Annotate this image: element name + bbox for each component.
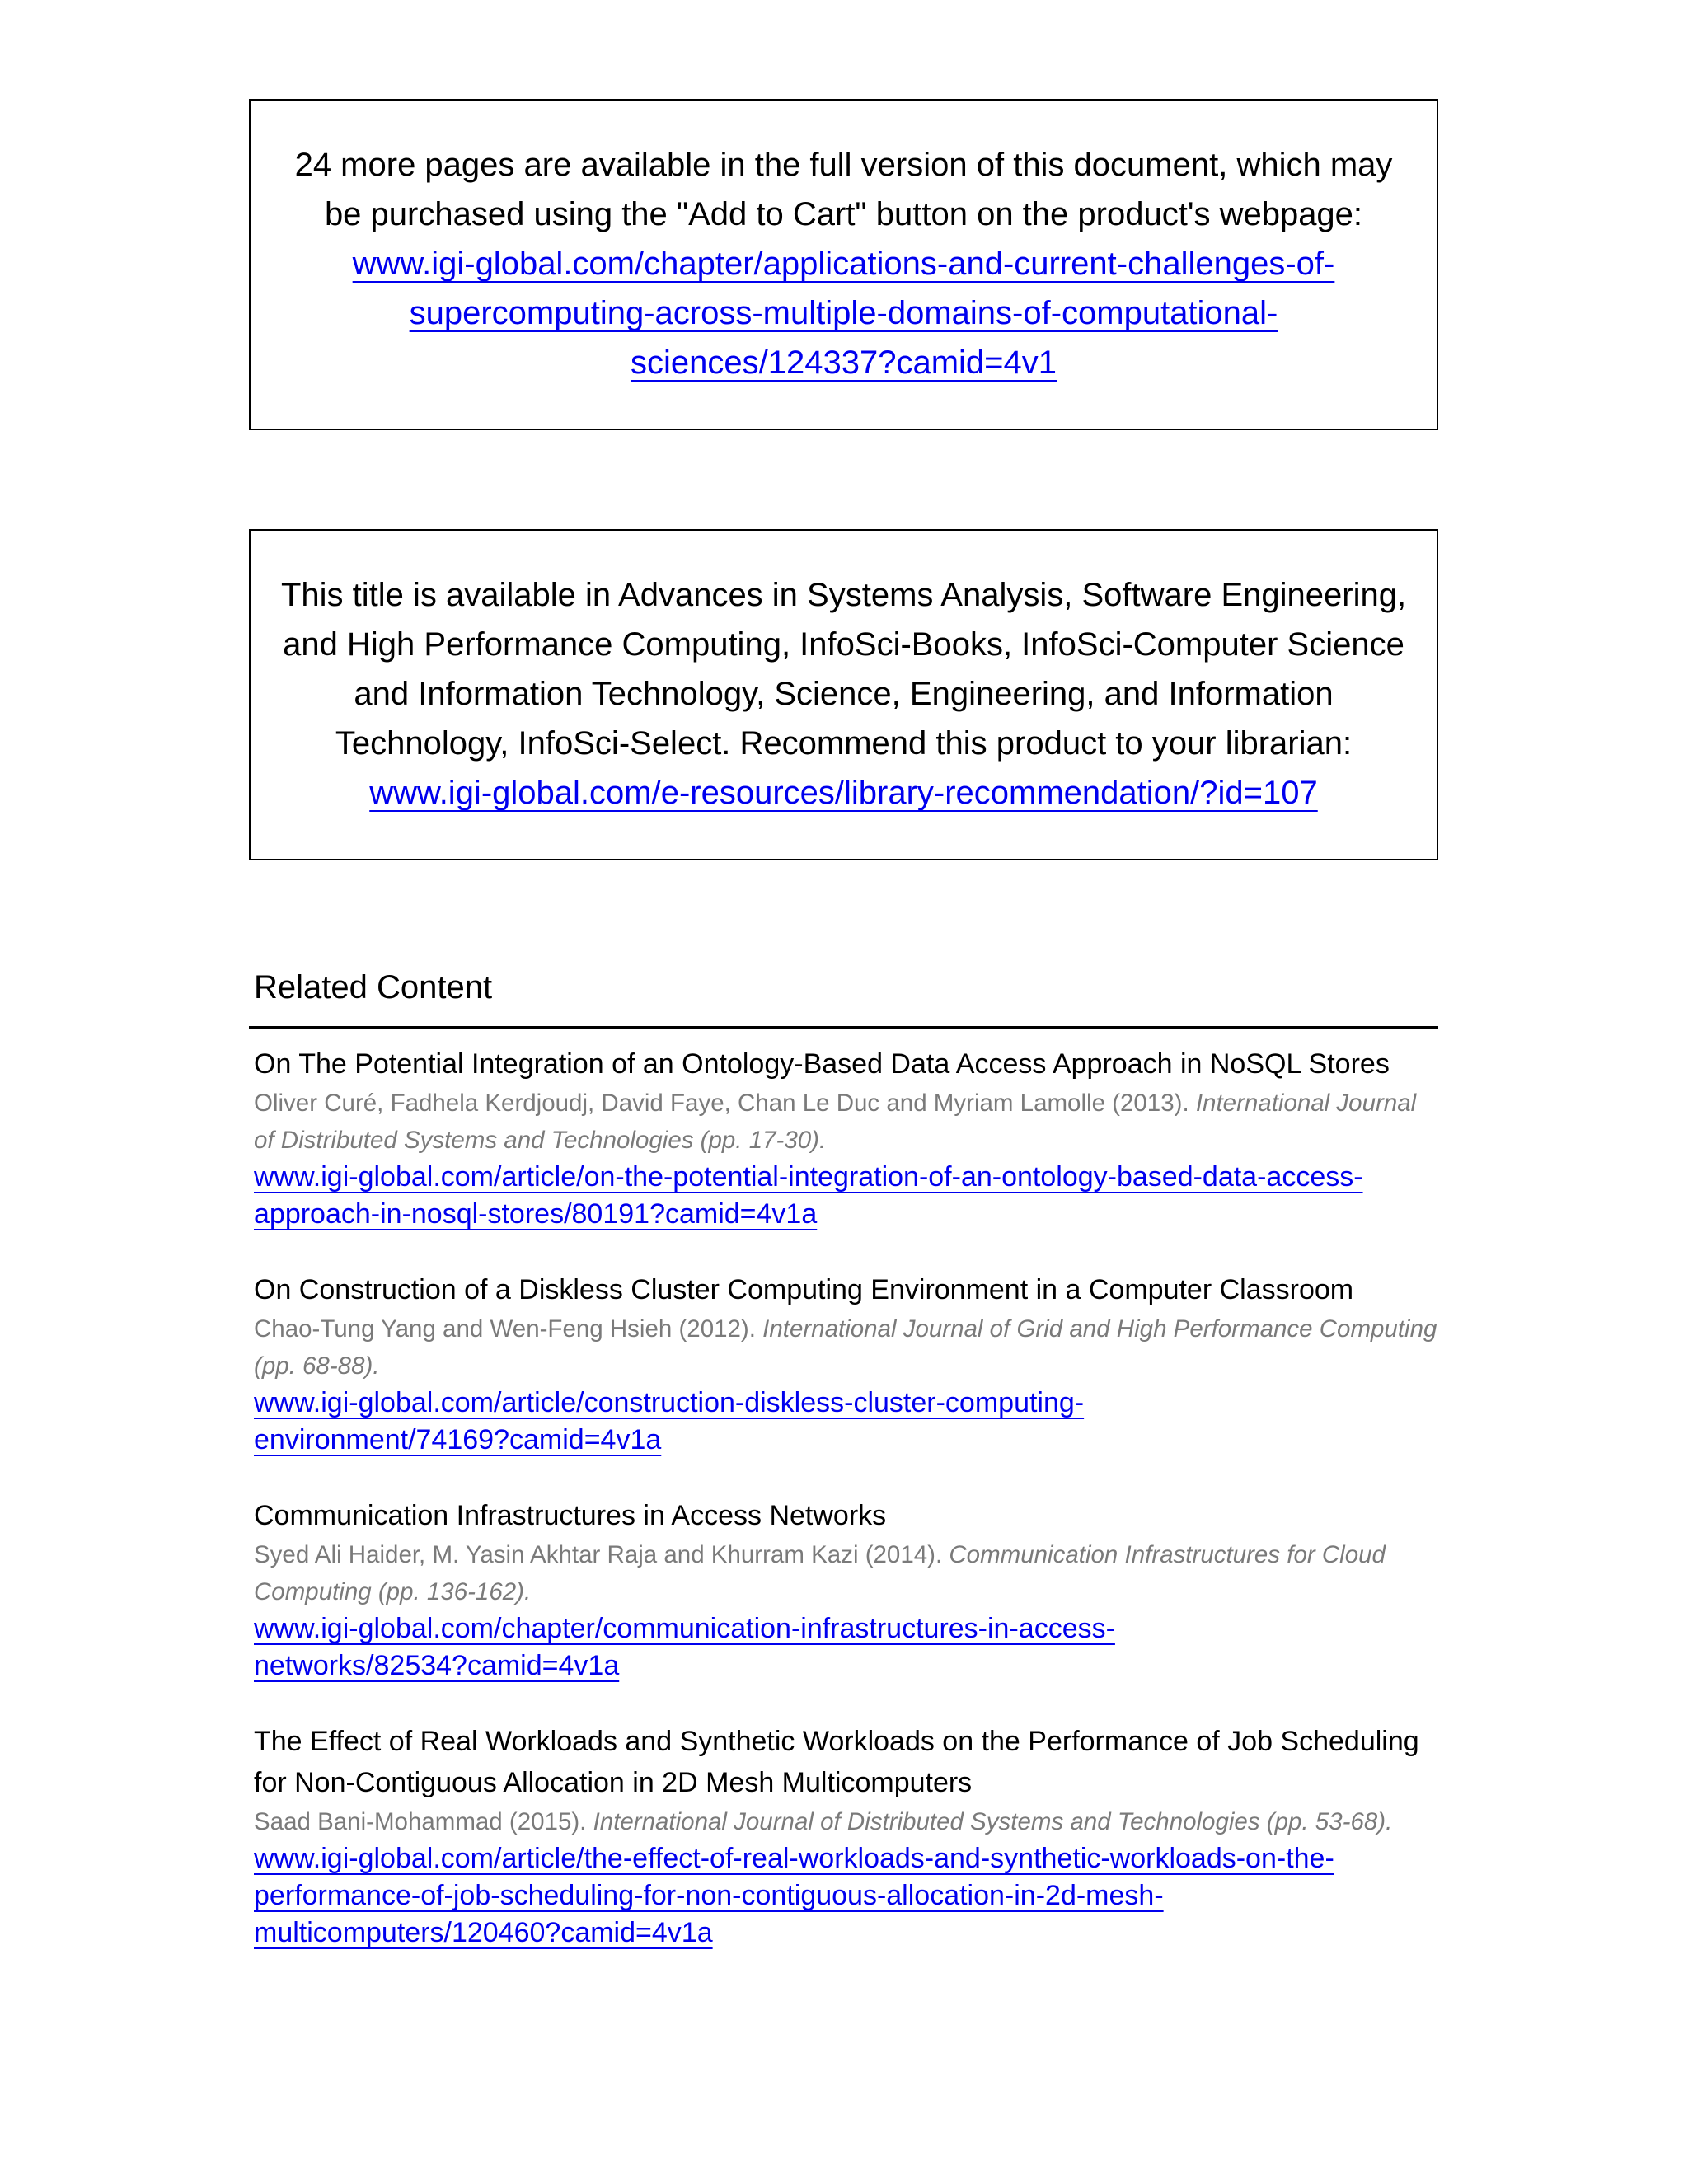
related-item-journal: International Journal of Grid and High Performance Computing (pp. 68-88). bbox=[254, 1315, 1437, 1380]
related-item-authors: Syed Ali Haider, M. Yasin Akhtar Raja and Khurram Kazi (2014). bbox=[254, 1541, 943, 1568]
related-item bbox=[254, 1043, 1441, 1233]
related-item-link-line: networks/82534?camid=4v1a bbox=[254, 1650, 620, 1681]
chapter-purchase-link-line: www.igi-global.com/chapter/applications-and-current-challenges-of- bbox=[352, 246, 1335, 282]
related-item-link-wrapper bbox=[254, 1385, 1441, 1459]
related-item-link[interactable] bbox=[254, 1159, 1441, 1233]
related-item-title: The Effect of Real Workloads and Synthetic Workloads on the Performance of Job Scheduling for Non-Contiguous Allocation in 2D Mesh Multicomputers bbox=[254, 1726, 1419, 1798]
related-item-link-line: multicomputers/120460?camid=4v1a bbox=[254, 1917, 713, 1948]
related-item-link-line: www.igi-global.com/chapter/communication-infrastructures-in-access- bbox=[254, 1613, 1115, 1644]
related-item-journal: International Journal of Distributed Systems and Technologies (pp. 17-30). bbox=[254, 1090, 1417, 1154]
related-item-link-line: www.igi-global.com/article/construction-diskless-cluster-computing- bbox=[254, 1387, 1085, 1418]
related-item-citation bbox=[254, 1085, 1441, 1159]
chapter-purchase-link-line: sciences/124337?camid=4v1 bbox=[630, 344, 1057, 381]
related-item-link-line: approach-in-nosql-stores/80191?camid=4v1a bbox=[254, 1198, 818, 1230]
related-item bbox=[254, 1495, 1441, 1685]
related-item-title: On The Potential Integration of an Ontology-Based Data Access Approach in NoSQL Stores bbox=[254, 1048, 1390, 1080]
related-item-citation bbox=[254, 1803, 1441, 1840]
related-item-journal: International Journal of Distributed Systems and Technologies (pp. 53-68). bbox=[593, 1808, 1393, 1835]
related-item-link-wrapper bbox=[254, 1159, 1441, 1233]
related-item-link-line: environment/74169?camid=4v1a bbox=[254, 1424, 662, 1455]
related-item-link[interactable] bbox=[254, 1840, 1441, 1952]
availability-notice-box bbox=[249, 529, 1438, 860]
related-item bbox=[254, 1721, 1441, 1952]
related-item-authors: Saad Bani-Mohammad (2015). bbox=[254, 1808, 587, 1835]
related-item-link-line: www.igi-global.com/article/on-the-potential-integration-of-an-ontology-based-data-access- bbox=[254, 1161, 1363, 1193]
chapter-purchase-link[interactable] bbox=[275, 239, 1412, 387]
related-item-title: Communication Infrastructures in Access Networks bbox=[254, 1500, 887, 1531]
library-recommendation-link[interactable]: www.igi-global.com/e-resources/library-recommendation/?id=107 bbox=[369, 775, 1318, 811]
related-item-citation bbox=[254, 1536, 1441, 1610]
related-item-link-wrapper bbox=[254, 1610, 1441, 1685]
related-item-authors: Chao-Tung Yang and Wen-Feng Hsieh (2012). bbox=[254, 1315, 756, 1343]
related-item-link-line: www.igi-global.com/article/the-effect-of-real-workloads-and-synthetic-workloads-on-the- bbox=[254, 1843, 1334, 1874]
related-item-title: On Construction of a Diskless Cluster Computing Environment in a Computer Classroom bbox=[254, 1274, 1354, 1305]
related-item-link-wrapper bbox=[254, 1840, 1441, 1952]
related-item-journal: Communication Infrastructures for Cloud Computing (pp. 136-162). bbox=[254, 1541, 1386, 1605]
purchase-notice-text: 24 more pages are available in the full version of this document, which may be purchased using the "Add to Cart" button on the product's webpage: bbox=[294, 147, 1393, 232]
related-content-heading: Related Content bbox=[254, 969, 493, 1005]
related-item-authors: Oliver Curé, Fadhela Kerdjoudj, David Faye, Chan Le Duc and Myriam Lamolle (2013). bbox=[254, 1090, 1189, 1117]
related-content-divider bbox=[249, 1026, 1438, 1029]
availability-notice-text: This title is available in Advances in Systems Analysis, Software Engineering, and High Performance Computing, InfoSci-Books, InfoSci-Computer Science and Information Technology, Science, Engineering, and Information Technology, InfoSci-Select. Recommend this product to your librarian: bbox=[280, 577, 1407, 762]
related-item-citation bbox=[254, 1310, 1441, 1385]
related-item bbox=[254, 1269, 1441, 1459]
related-item-link-line: performance-of-job-scheduling-for-non-contiguous-allocation-in-2d-mesh- bbox=[254, 1880, 1164, 1911]
chapter-purchase-link-line: supercomputing-across-multiple-domains-of-computational- bbox=[409, 295, 1278, 331]
related-content-list bbox=[254, 1043, 1441, 1988]
purchase-notice-box bbox=[249, 99, 1438, 430]
related-item-link[interactable] bbox=[254, 1385, 1441, 1459]
related-item-link[interactable] bbox=[254, 1610, 1441, 1685]
